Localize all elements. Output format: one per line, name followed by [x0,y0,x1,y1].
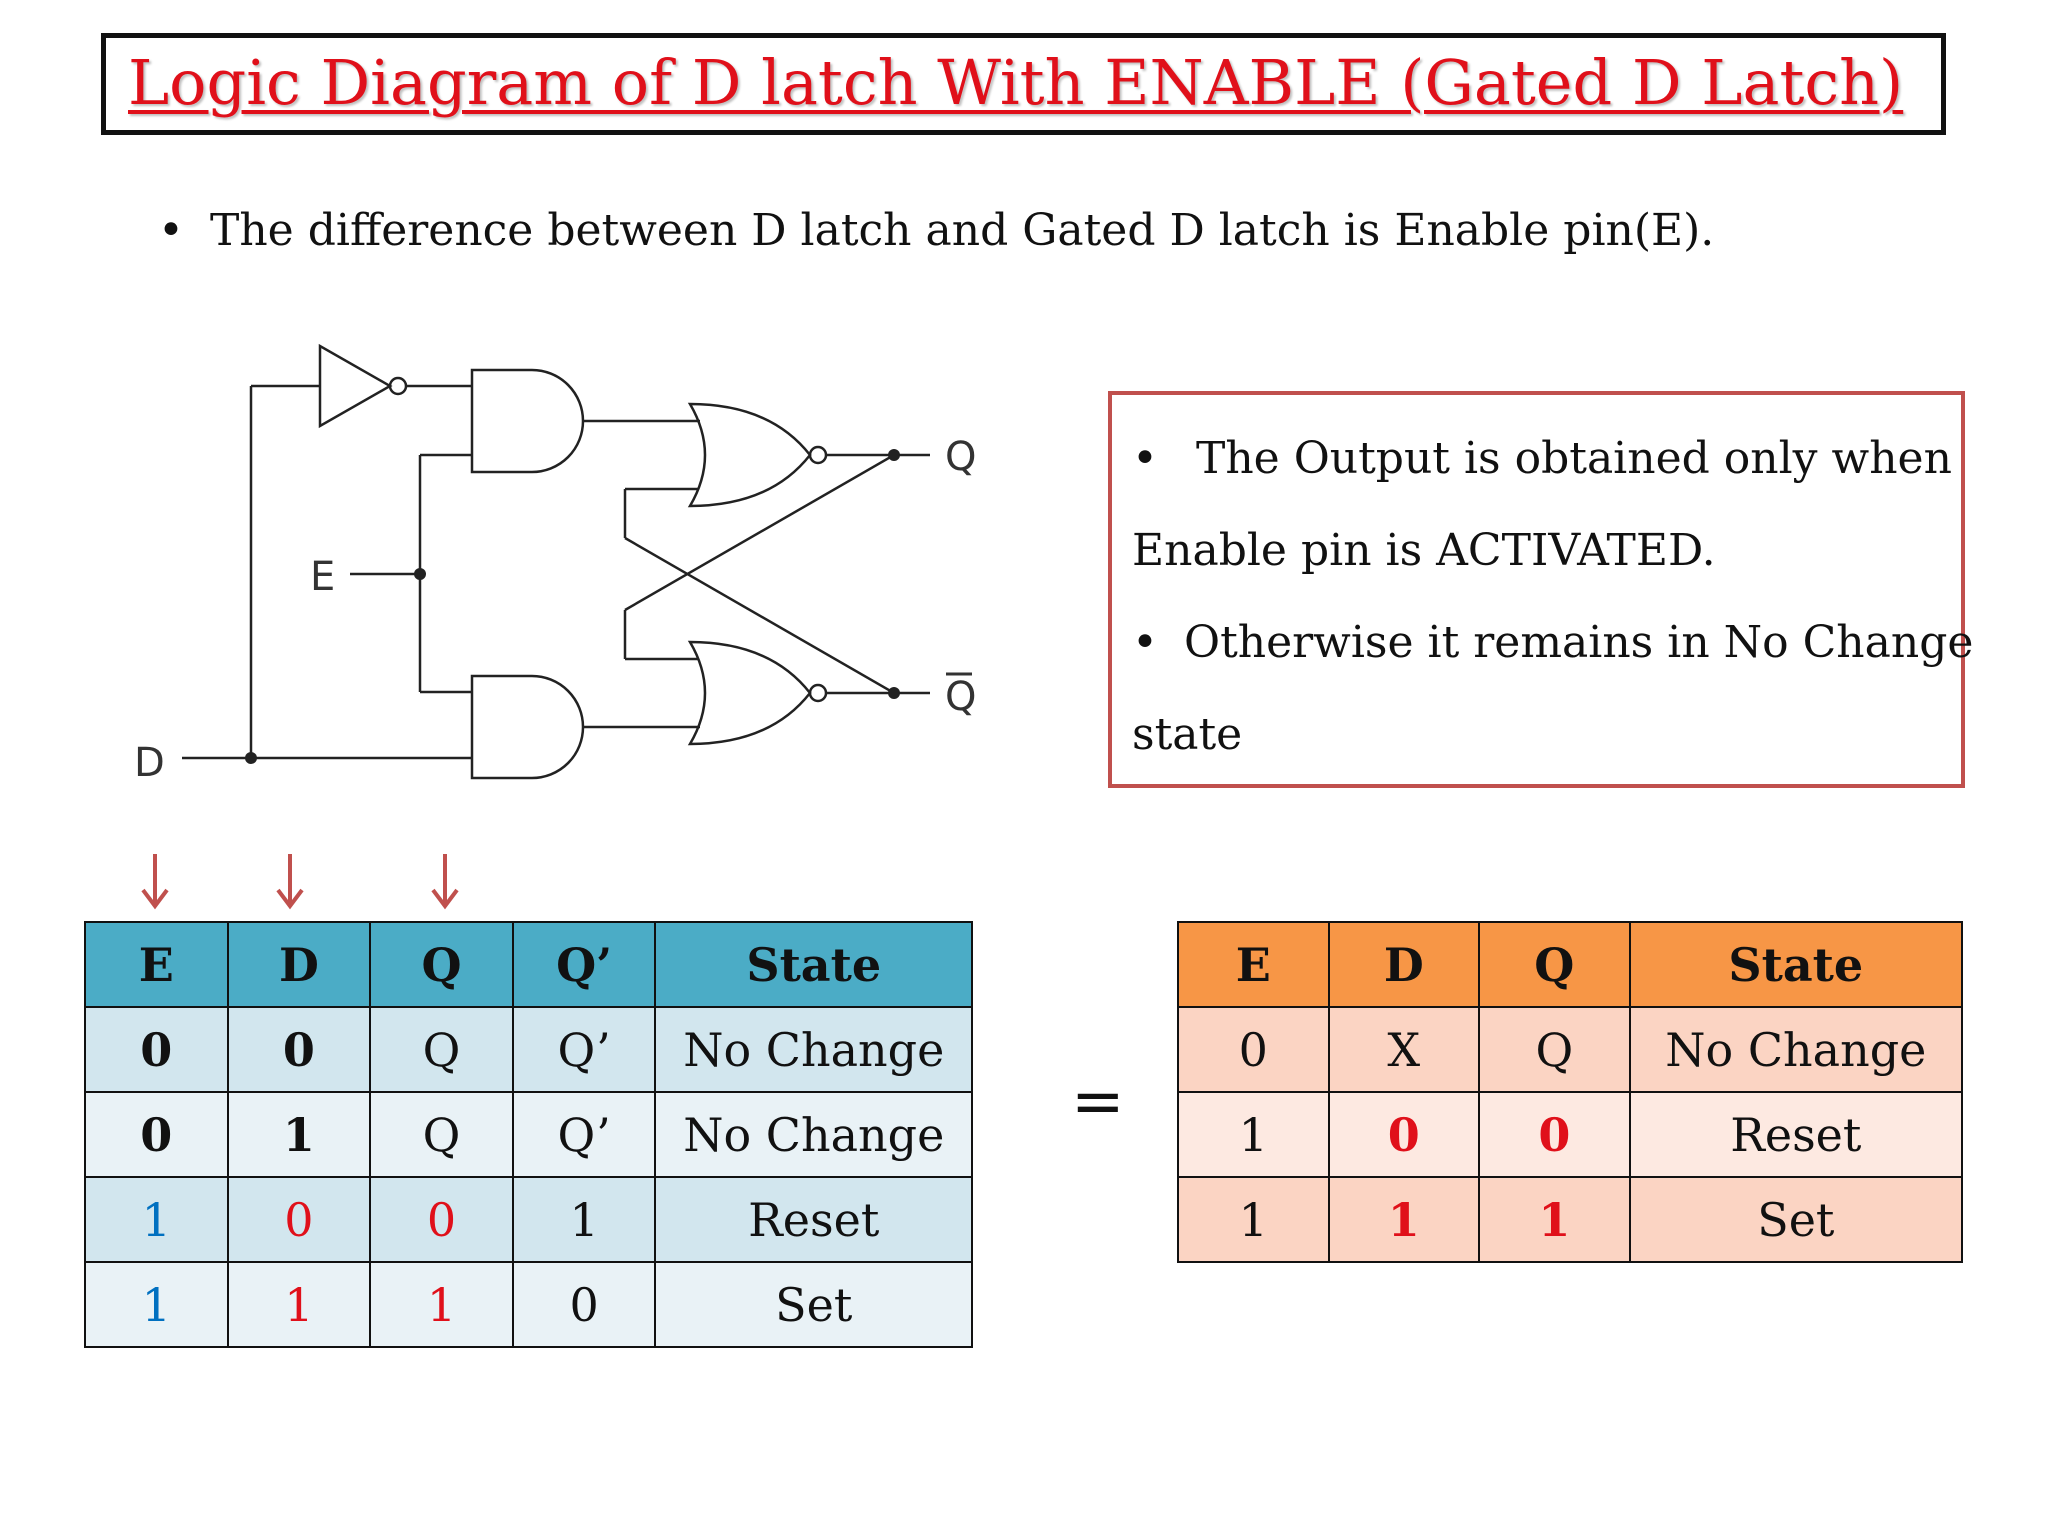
nor-gate-bottom [690,642,810,744]
equals-sign: = [1071,1065,1125,1139]
q-feedback-wire [625,455,894,610]
table-row [1178,1177,1962,1262]
cell: 0 [228,1177,371,1262]
q-label: Q [945,434,977,480]
cell: Set [1630,1177,1962,1262]
header-state: State [1630,922,1962,1007]
and-gate-bottom [472,676,583,778]
gated-d-latch-circuit [120,320,1020,800]
arrow-down-icon [425,852,465,912]
cell: 0 [1479,1092,1630,1177]
header-d: D [1329,922,1480,1007]
title-box [101,33,1946,135]
header-d: D [228,922,371,1007]
cell: No Change [1630,1007,1962,1092]
header-qprime: Q’ [513,922,656,1007]
note-line-2: Enable pin is ACTIVATED. [1132,525,1716,576]
e-junction [414,568,426,580]
cell: No Change [655,1007,972,1092]
cell: Q [370,1007,513,1092]
header-q: Q [370,922,513,1007]
cell: 0 [370,1177,513,1262]
qbar-feedback-wire [625,538,894,693]
cell: 1 [513,1177,656,1262]
truth-table-compact [1177,921,1963,1263]
nor-bottom-bubble [810,685,826,701]
table-row [85,1007,972,1092]
table-row [85,1177,972,1262]
header-state: State [655,922,972,1007]
cell: 0 [228,1007,371,1092]
cell: Reset [655,1177,972,1262]
cell: Set [655,1262,972,1347]
not-gate [320,346,390,426]
cell: 1 [85,1262,228,1347]
cell: 1 [228,1262,371,1347]
note-bullet-1: • [1132,433,1158,484]
cell: 1 [1178,1177,1329,1262]
qbar-junction [888,687,900,699]
cell: 1 [1178,1092,1329,1177]
table-row [1178,1007,1962,1092]
header-q: Q [1479,922,1630,1007]
cell: 0 [513,1262,656,1347]
table-row [85,1092,972,1177]
d-label: D [134,740,165,786]
cell: X [1329,1007,1480,1092]
cell: 1 [228,1092,371,1177]
cell: 1 [1479,1177,1630,1262]
note-line-1: • The Output is obtained only when [1132,433,1952,484]
cell: 0 [85,1092,228,1177]
note-line-3: • Otherwise it remains in No Change [1132,617,1974,668]
cell: 0 [85,1007,228,1092]
e-label: E [310,554,336,600]
nor-gate-top [690,404,810,506]
note-box [1108,391,1974,788]
note-line-4: state [1132,709,1243,760]
header-e: E [85,922,228,1007]
intro-text: The difference between D latch and Gated D latch is Enable pin(E). [210,205,1715,256]
bullet-dot: • [158,205,184,256]
cell: Q [1479,1007,1630,1092]
cell: No Change [655,1092,972,1177]
q-junction [888,449,900,461]
intro-bullet [158,205,1714,256]
d-junction [245,752,257,764]
cell: Q’ [513,1007,656,1092]
arrow-down-icon [270,852,310,912]
cell: Q [370,1092,513,1177]
and-gate-top [472,370,583,472]
qbar-label: Q [945,674,977,720]
truth-table-full [84,921,973,1348]
note-bullet-2: • [1132,617,1158,668]
table-row [85,1262,972,1347]
arrow-down-icon [135,852,175,912]
cell: 1 [85,1177,228,1262]
table-header-row [85,922,972,1007]
nor-top-bubble [810,447,826,463]
cell: Reset [1630,1092,1962,1177]
cell: 1 [1329,1177,1480,1262]
cell: 0 [1329,1092,1480,1177]
cell: 0 [1178,1007,1329,1092]
cell: Q’ [513,1092,656,1177]
table-row [1178,1092,1962,1177]
header-e: E [1178,922,1329,1007]
table-header-row [1178,922,1962,1007]
cell: 1 [370,1262,513,1347]
page-title: Logic Diagram of D latch With ENABLE (Gated D Latch) [128,46,1904,119]
